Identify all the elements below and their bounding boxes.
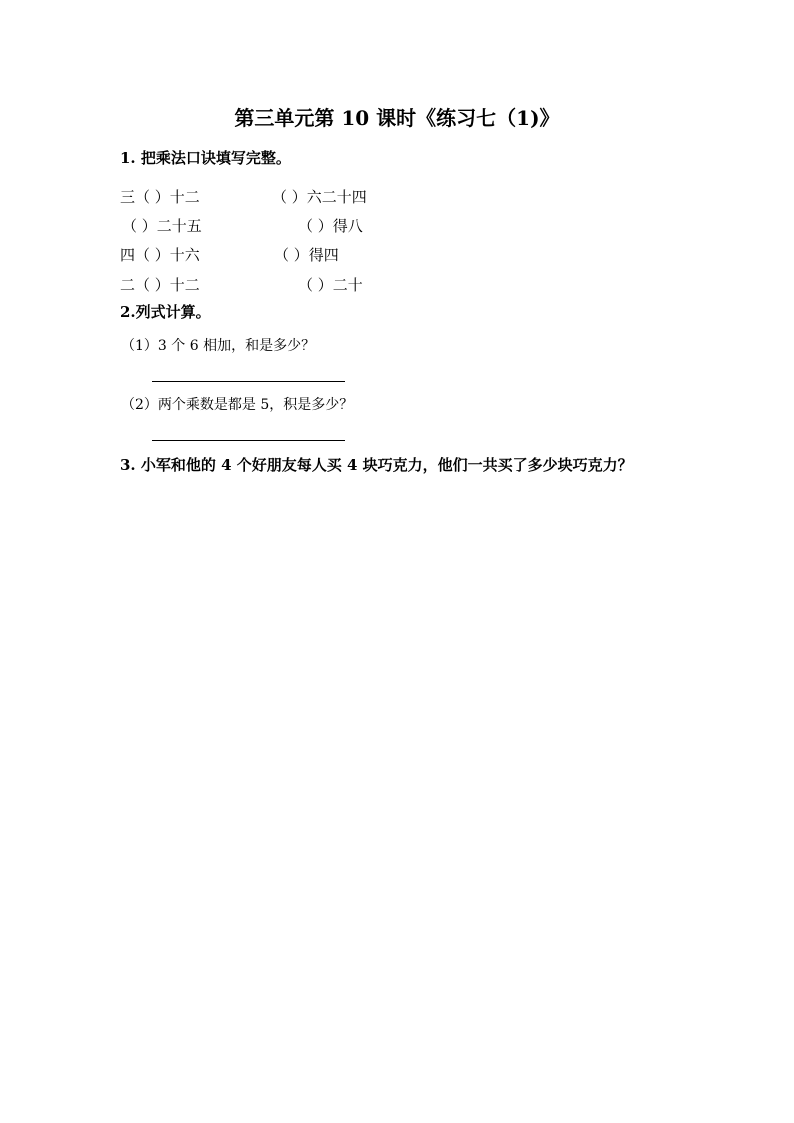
q1-row-2-left: （ ）二十五 bbox=[122, 217, 202, 235]
q2-item-2: （2）两个乘数是都是 5，积是多少？ bbox=[121, 397, 354, 413]
page-title: 第三单元第 10 课时《练习七（1)》 bbox=[234, 106, 560, 130]
q2-item-1: （1）3 个 6 相加，和是多少？ bbox=[121, 338, 316, 354]
q2-item-2-answer-line[interactable] bbox=[152, 440, 345, 441]
q1-row-3-right: （ ）得四 bbox=[274, 246, 339, 264]
q1-row-4-right: （ ）二十 bbox=[298, 276, 363, 294]
q1-row-1-right: （ ）六二十四 bbox=[272, 188, 367, 206]
question-2-heading: 2.列式计算。 bbox=[120, 303, 211, 321]
q1-row-1-left: 三（ ）十二 bbox=[120, 188, 200, 206]
q1-row-2-right: （ ）得八 bbox=[298, 217, 363, 235]
q1-row-3-left: 四（ ）十六 bbox=[120, 246, 200, 264]
q2-item-1-answer-line[interactable] bbox=[152, 381, 345, 382]
question-1-heading: 1. 把乘法口诀填写完整。 bbox=[120, 149, 291, 167]
q1-row-4-left: 二（ ）十二 bbox=[120, 276, 200, 294]
question-3-heading: 3. 小军和他的 4 个好朋友每人买 4 块巧克力，他们一共买了多少块巧克力？ bbox=[120, 456, 633, 474]
